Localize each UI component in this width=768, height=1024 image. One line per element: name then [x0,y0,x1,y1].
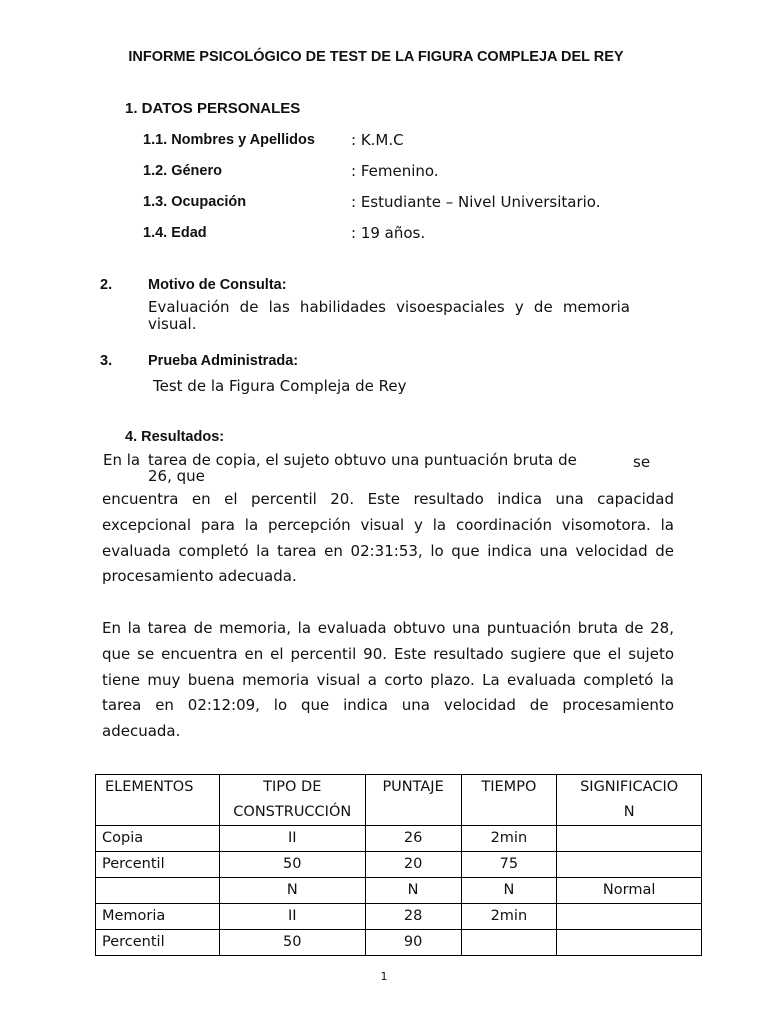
paragraph-line: tiene muy buena memoria visual a corto plazo. La evaluada completó la [102,670,674,689]
paragraph-line: encuentra en el percentil 20. Este resultado indica una capacidad [102,490,674,508]
results-line-start: En la [103,451,141,469]
field-label-edad: 1.4. Edad [143,225,207,241]
results-paragraph-memory [102,616,674,745]
table-cell: 20 [365,852,461,878]
table-cell: 50 [219,930,365,956]
table-row [96,852,702,878]
section-2-text [148,299,630,333]
page-number: 1 [380,970,388,983]
field-value-ocupacion: : Estudiante – Nivel Universitario. [351,193,601,211]
header-significacion: SIGNIFICACIO N [557,775,702,826]
field-value-edad: : 19 años. [351,224,426,242]
table-cell: II [219,826,365,852]
table-row [96,930,702,956]
table-row [96,826,702,852]
table-cell [557,904,702,930]
table-cell [461,930,557,956]
table-cell: 2min [461,904,557,930]
table-cell: N [461,878,557,904]
results-line-overflow: se [633,453,651,471]
field-value-genero: : Femenino. [351,162,439,180]
table-cell: Normal [557,878,702,904]
table-cell [557,852,702,878]
section-2-number: 2. [100,277,113,293]
header-elementos: ELEMENTOS [96,775,220,826]
table-cell: 50 [219,852,365,878]
table-header-row [96,775,702,826]
section-3-text: Test de la Figura Compleja de Rey [153,377,407,395]
table-cell [96,878,220,904]
table-cell [557,930,702,956]
section-1-heading: 1. DATOS PERSONALES [125,100,301,117]
table-cell: 2min [461,826,557,852]
results-line-main: tarea de copia, el sujeto obtuvo una puntuación bruta de [148,451,577,469]
table-cell: Copia [96,826,220,852]
table-cell: Percentil [96,930,220,956]
paragraph-line: evaluada completó la tarea en 02:31:53, lo que indica una velocidad de [102,541,674,560]
field-value-nombres: : K.M.C [351,131,404,149]
section-2-text-line: visual. [148,315,197,333]
results-table [95,774,702,956]
table-row [96,904,702,930]
table-cell: 26 [365,826,461,852]
paragraph-line: En la tarea de memoria, la evaluada obtuvo una puntuación bruta de 28, [102,619,674,637]
header-tiempo: TIEMPO [461,775,557,826]
section-3-heading: Prueba Administrada: [148,353,299,369]
table-cell: N [219,878,365,904]
results-line-wrapped: 26, que [148,467,205,485]
paragraph-line: que se encuentra en el percentil 90. Este resultado sugiere que el sujeto [102,644,674,663]
field-label-genero: 1.2. Género [143,163,222,179]
paragraph-line: adecuada. [102,722,181,741]
table-row [96,878,702,904]
table-cell: 28 [365,904,461,930]
table-cell: Percentil [96,852,220,878]
table-cell [557,826,702,852]
results-paragraph-copy [102,487,674,590]
paragraph-line: excepcional para la percepción visual y la coordinación visomotora. la [102,515,674,534]
header-puntaje: PUNTAJE [365,775,461,826]
table-cell: 75 [461,852,557,878]
paragraph-line: tarea en 02:12:09, lo que indica una velocidad de procesamiento [102,696,674,715]
field-label-nombres: 1.1. Nombres y Apellidos [143,132,315,148]
table-cell: II [219,904,365,930]
section-3-number: 3. [100,353,113,369]
section-4-heading: 4. Resultados: [125,429,225,445]
table-cell: 90 [365,930,461,956]
table-cell: N [365,878,461,904]
table-cell: Memoria [96,904,220,930]
section-2-heading: Motivo de Consulta: [148,277,287,293]
paragraph-line: procesamiento adecuada. [102,567,297,586]
page-title: INFORME PSICOLÓGICO DE TEST DE LA FIGURA COMPLEJA DEL REY [128,49,624,65]
field-label-ocupacion: 1.3. Ocupación [143,194,247,210]
header-tipo-construccion: TIPO DE CONSTRUCCIÓN [219,775,365,826]
section-2-text-line: Evaluación de las habilidades visoespaciales y de memoria [148,298,630,316]
